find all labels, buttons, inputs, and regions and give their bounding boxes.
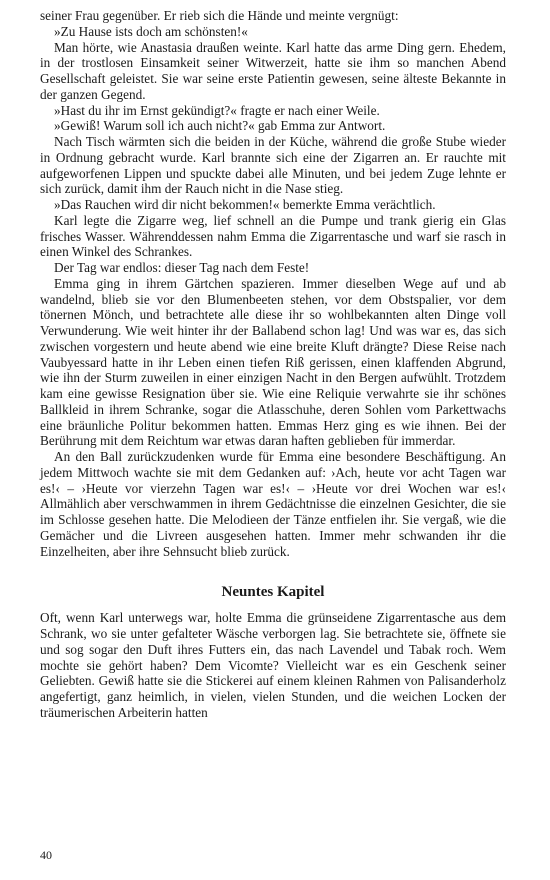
book-page bbox=[40, 8, 506, 721]
section-2 bbox=[40, 610, 506, 720]
page-number: 40 bbox=[40, 848, 52, 862]
paragraph: Oft, wenn Karl unterwegs war, holte Emma die grünseidene Zigarrentasche aus dem Schrank, wo sie unter gefalteter Wäsche verborgen lag. Sie betrachtete sie, öffnete sie und sog sogar den Duft ihres Futters ein, das nach Lavendel und Tabak roch. Wem mochte sie gehört haben? Dem Vicomte? Vielleicht war es ein Geschenk seiner Geliebten. Gewiß hatte sie die Stickerei auf einem kleinen Rahmen von Palisanderholz angefertigt, ganz heimlich, in vielen, vielen Stunden, und die weichen Locken der träumerischen Arbeiterin hatten bbox=[40, 610, 506, 720]
paragraph: »Hast du ihr im Ernst gekündigt?« fragte er nach einer Weile. bbox=[54, 102, 380, 118]
chapter-title: Neuntes Kapitel bbox=[221, 584, 325, 601]
paragraph: »Zu Hause ists doch am schönsten!« bbox=[54, 23, 248, 39]
paragraph: Der Tag war endlos: dieser Tag nach dem Feste! bbox=[54, 260, 310, 275]
paragraph: »Gewiß! Warum soll ich auch nicht?« gab Emma zur Antwort. bbox=[54, 118, 386, 134]
section-1 bbox=[40, 8, 506, 559]
paragraph: Karl legte die Zigarre weg, lief schnell an die Pumpe und trank gierig ein Glas frisches Wasser. Währenddessen nahm Emma die Zigarrentasche und warf sie rasch in einen Winkel des Schrankes. bbox=[40, 212, 506, 260]
paragraph: »Das Rauchen wird dir nicht bekommen!« bemerkte Emma verächtlich. bbox=[54, 197, 436, 212]
paragraph: Nach Tisch wärmten sich die beiden in der Küche, während die große Stube wieder in Ordnung gebracht wurde. Karl brannte sich eine der Zigarren an. Er rauchte mit aufgeworfenen Lippen und spuckte dabei alle Minuten, und bei jedem Zuge lehnte er sich zurück, damit ihm der Rauch nicht in die Nase stieg. bbox=[40, 134, 506, 197]
paragraph: seiner Frau gegenüber. Er rieb sich die Hände und meinte vergnügt: bbox=[40, 8, 399, 23]
paragraph: Emma ging in ihrem Gärtchen spazieren. Immer dieselben Wege auf und ab wandelnd, blieb sie vor den Blumenbeeten stehen, vor dem Obstspalier, vor dem tönernen Mönch, und betrachtete alle diese ihr so wohlbekannten alten Dinge voll Verwunderung. Wie weit hinter ihr der Ballabend schon lag! Und was war es, das sich zwischen vorgestern und heute abend wie eine breite Kluft drängte? Diese Reise nach Vaubyessard hatte in ihr Leben einen tiefen Riß gerissen, einen klaffenden Abgrund, wie ihn der Sturm zuweilen in einer einzigen Nacht in den Bergen aufwühlt. Trotzdem kam eine gewisse Resignation über sie. Wie eine Reliquie verwahrte sie ihr schönes Ballkleid in ihrem Schranke, sogar die Atlasschuhe, deren Sohlen vom Parkettwachs eine bräunliche Politur bekommen hatten. Emmas Herz ging es wie ihnen. Bei der Berührung mit dem Reichtum war etwas daran haften geblieben für immerdar. bbox=[40, 275, 506, 449]
paragraph: An den Ball zurückzudenken wurde für Emma eine besondere Beschäftigung. An jedem Mittwoch wachte sie mit dem Gedanken auf: ›Ach, heute vor acht Tagen war es!‹ – ›Heute vor vierzehn Tagen war es!‹ – ›Heute vor drei Wochen war es!‹ Allmählich aber verschwammen in ihrem Gedächtnisse die einzelnen Gesichter, die sie im Schlosse gesehen hatte. Die Melodieen der Tänze entfielen ihr. Sie vergaß, wie die Gemächer und die Livreen ausgesehen hatten. Immer mehr schwanden ihr die Einzelheiten, aber ihre Sehnsucht blieb zurück. bbox=[40, 449, 506, 559]
paragraph: Man hörte, wie Anastasia draußen weinte. Karl hatte das arme Ding gern. Ehedem, in der trostlosen Einsamkeit seiner Witwerzeit, hatte sie ihm so manchen Abend Gesellschaft geleistet. Sie war seine erste Patientin gewesen, seine älteste Bekannte in der ganzen Gegend. bbox=[40, 39, 506, 102]
